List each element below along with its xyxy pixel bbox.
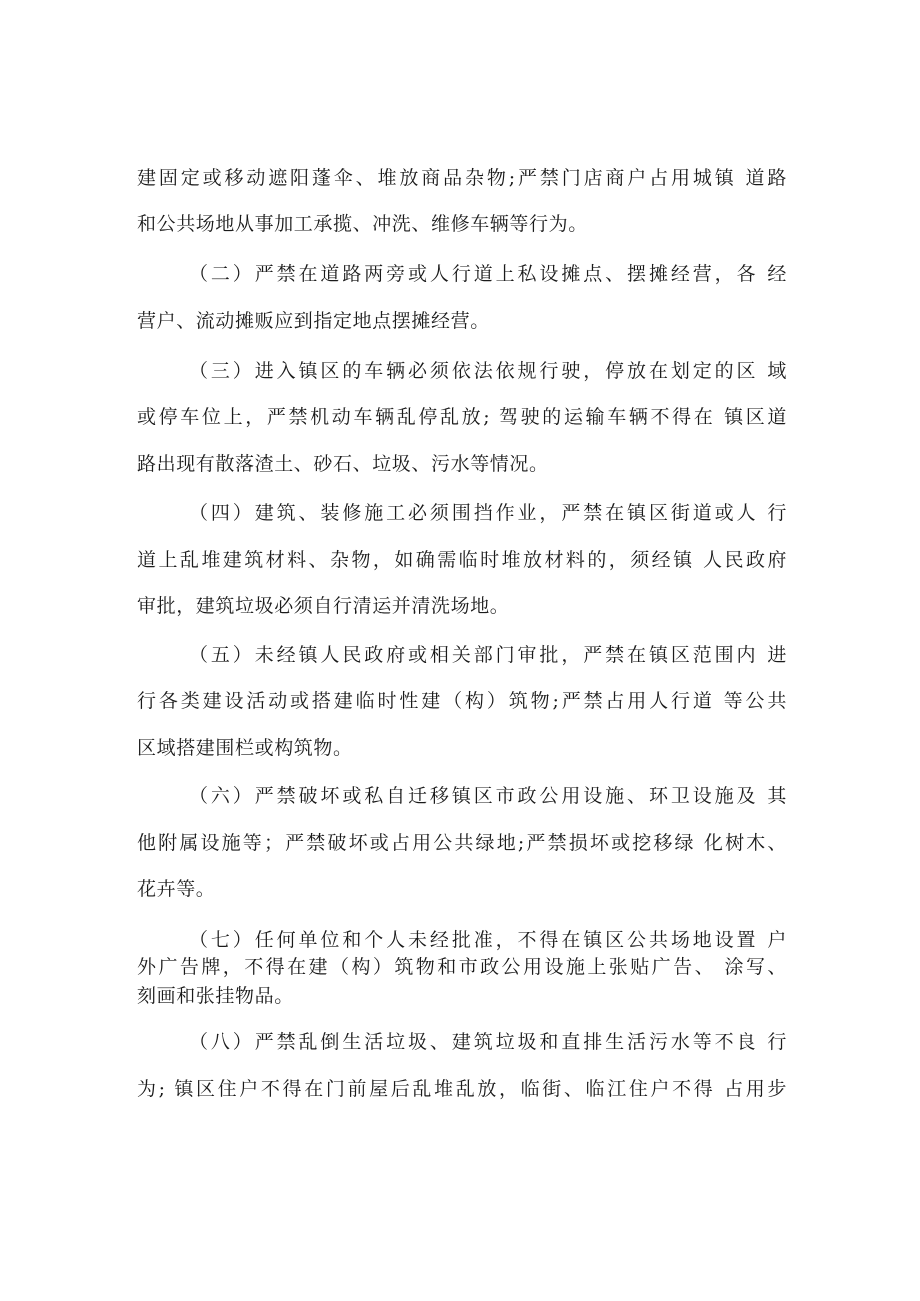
- text-line: 区域搭建围栏或构筑物。: [137, 737, 353, 759]
- text-line: 营户、流动摊贩应到指定地点摆摊经营。: [137, 310, 490, 332]
- text-line: 外广告牌，不得在建（构）筑物和市政公用设施上张贴广告、 涂写、: [137, 956, 787, 978]
- paragraph-7-line: （七）任何单位和个人未经批准，不得在镇区公共场地设置 户: [189, 929, 787, 951]
- text-line: 审批，建筑垃圾必须自行清运并清洗场地。: [137, 595, 510, 617]
- text-line: 他附属设施等；严禁破坏或占用公共绿地;严禁损坏或挖移绿 化树木、: [137, 832, 787, 854]
- text-line: 或停车位上，严禁机动车辆乱停乱放; 驾驶的运输车辆不得在 镇区道: [137, 406, 787, 428]
- text-line: 道上乱堆建筑材料、杂物，如确需临时堆放材料的，须经镇 人民政府: [137, 549, 787, 571]
- text-line: 花卉等。: [137, 878, 216, 900]
- text-line: 和公共场地从事加工承揽、冲洗、维修车辆等行为。: [137, 213, 588, 235]
- text-line: 路出现有散落渣土、砂石、垃圾、污水等情况。: [137, 453, 549, 475]
- paragraph-3-line: （三）进入镇区的车辆必须依法依规行驶，停放在划定的区 域: [189, 360, 787, 382]
- paragraph-5-line: （五）未经镇人民政府或相关部门审批，严禁在镇区范围内 进: [189, 644, 787, 666]
- text-line: 为; 镇区住户不得在门前屋后乱堆乱放，临街、临江住户不得 占用步: [137, 1078, 787, 1100]
- text-line: 行各类建设活动或搭建临时性建（构）筑物;严禁占用人行道 等公共: [137, 690, 787, 712]
- paragraph-6-line: （六）严禁破坏或私自迁移镇区市政公用设施、环卫设施及 其: [189, 785, 787, 807]
- text-line: 建固定或移动遮阳蓬伞、堆放商品杂物;严禁门店商户占用城镇 道路: [137, 167, 787, 189]
- paragraph-2-line: （二）严禁在道路两旁或人行道上私设摊点、摆摊经营，各 经: [189, 263, 787, 285]
- text-line: 刻画和张挂物品。: [137, 985, 294, 1007]
- paragraph-4-line: （四）建筑、装修施工必须围挡作业，严禁在镇区街道或人 行: [189, 502, 787, 524]
- paragraph-8-line: （八）严禁乱倒生活垃圾、建筑垃圾和直排生活污水等不良 行: [189, 1031, 787, 1053]
